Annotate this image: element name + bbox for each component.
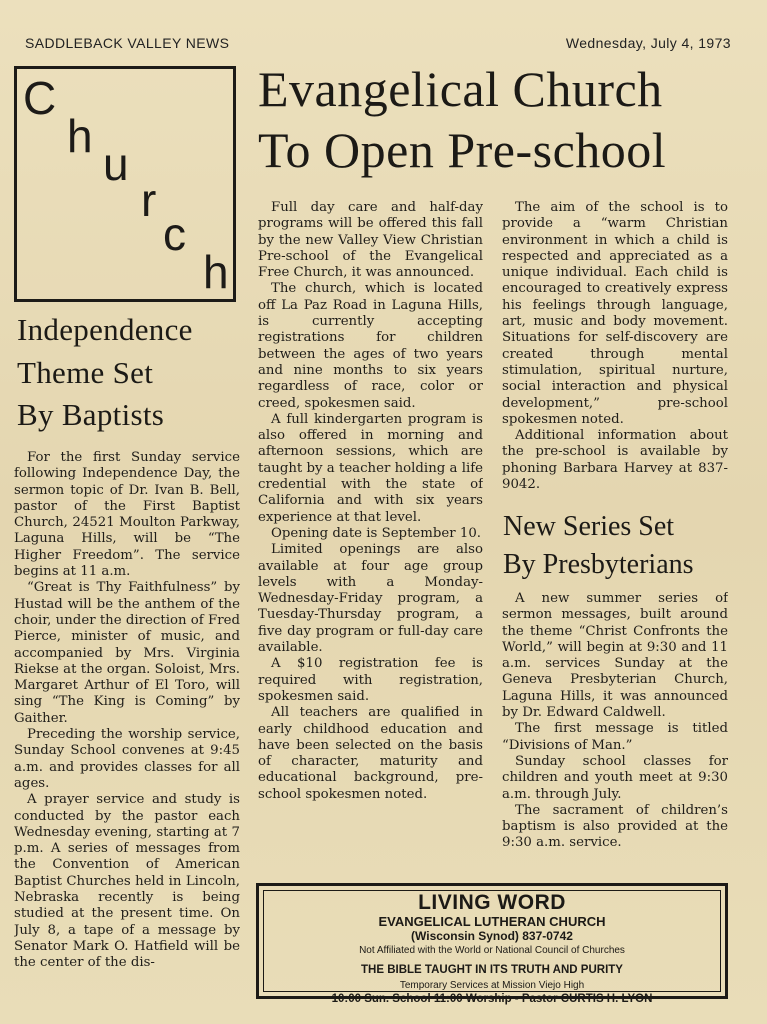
ad-slogan: THE BIBLE TAUGHT IN ITS TRUTH AND PURITY (361, 964, 623, 976)
article-paragraph: Additional information about the pre-school is available by phoning Barbara Harvey at 837-9042. (502, 428, 728, 493)
newspaper-name: SADDLEBACK VALLEY NEWS (25, 35, 230, 51)
church-logo-letter: c (163, 208, 186, 260)
article-paragraph: Preceding the worship service, Sunday School convenes at 9:45 a.m. and provides classes for all ages. (14, 727, 240, 791)
ad-schedule: 10:00 Sun. School 11:00 Worship - Pastor CURTIS H. LYON (331, 993, 653, 1005)
ad-location: Temporary Services at Mission Viejo High (399, 980, 585, 991)
ad-synod-phone: (Wisconsin Synod) 837-0742 (411, 929, 573, 943)
article-paragraph: Sunday school classes for children and youth meet at 9:30 a.m. through July. (502, 753, 728, 802)
church-logo-letter: h (67, 110, 93, 162)
article-paragraph: Full day care and half-day programs will be offered this fall by the new Valley View Christian Pre-school of the Evangelical Free Church, it was announced. (258, 200, 483, 281)
baptist-headline-line-2: Theme Set (17, 355, 154, 390)
main-headline-line-2: To Open Pre-school (258, 122, 667, 178)
church-logo-letter: C (23, 72, 57, 124)
presbyterian-headline-line-1: New Series Set (503, 511, 675, 542)
presbyterian-headline-line-2: By Presbyterians (503, 549, 694, 580)
article-paragraph: The church, which is located off La Paz Road in Laguna Hills, is currently accepting registrations for children between the ages of two years and nine months to six years regardless of race, color or creed, spokesmen said. (258, 281, 483, 411)
article-paragraph: A prayer service and study is conducted by the pastor each Wednesday evening, starting at 7 p.m. A series of messages from the Convention of American Baptist Churches held in Lincoln, Nebraska recently is being studied at the present time. On July 8, a tape of a message by Senator Mark O. Hatfield will be the center of the dis- (14, 792, 240, 971)
ad-affiliation: Not Affiliated with the World or National Council of Churches (359, 945, 625, 956)
presbyterian-article-body (502, 591, 728, 871)
preschool-article-column-1 (258, 200, 483, 868)
church-logo-letter: h (203, 246, 229, 298)
main-headline-line-1: Evangelical Church (258, 61, 663, 117)
church-logo-letter: r (141, 174, 157, 226)
article-paragraph: A full kindergarten program is also offered in morning and afternoon sessions, which are taught by a teacher holding a life credential with the state of California and with six years experience at that level. (258, 411, 483, 525)
baptist-article-body (14, 450, 240, 1024)
ad-church-name: EVANGELICAL LUTHERAN CHURCH (378, 914, 606, 929)
article-paragraph: The sacrament of children’s baptism is also provided at the 9:30 a.m. service. (502, 802, 728, 851)
baptist-headline-line-1: Independence (17, 312, 193, 347)
article-paragraph: Opening date is September 10. (271, 525, 482, 541)
living-word-advertisement (256, 883, 728, 1005)
article-paragraph: The first message is titled “Divisions of Man.” (502, 721, 728, 753)
article-paragraph: A new summer series of sermon messages, built around the theme “Christ Confronts the World,” will begin at 9:30 and 11 a.m. services Sunday at the Geneva Presbyterian Church, Laguna Hills, it was announced by Dr. Edward Caldwell. (502, 591, 728, 721)
article-paragraph: For the first Sunday service following Independence Day, the sermon topic of Dr. Ivan B. Bell, pastor of the First Baptist Church, 24521 Moulton Parkway, Laguna Hills, will be “The Higher Freedom”. The service begins at 11 a.m. (14, 450, 240, 580)
article-paragraph: All teachers are qualified in early childhood education and have been selected on the basis of character, maturity and educational background, pre-school spokesmen noted. (258, 705, 483, 802)
church-logo-letter: u (103, 138, 129, 190)
baptist-headline-line-3: By Baptists (17, 397, 165, 432)
preschool-article-column-2 (502, 200, 728, 510)
church-logo-box (14, 66, 236, 302)
advertisement-inner-border (263, 890, 721, 1005)
issue-date: Wednesday, July 4, 1973 (565, 35, 731, 51)
article-paragraph: Limited openings are also available at four age group levels with a Monday-Wednesday-Friday program, a Tuesday-Thursday program, a five day program or full-day care available. (258, 542, 483, 656)
article-paragraph: “Great is Thy Faithfulness” by Hustad will be the anthem of the choir, under the direction of Fred Pierce, minister of music, and accompanied by Mrs. Virginia Riekse at the organ. Soloist, Mrs. Margaret Arthur of El Toro, will sing “The King is Coming” by Gaither. (14, 580, 240, 726)
ad-title: LIVING WORD (418, 891, 566, 914)
article-paragraph: The aim of the school is to provide a “warm Christian environment in which a child is respected and appreciated as a unique individual. Each child is encouraged to creatively express his feelings through language, art, music and body movement. Situations for self-discovery are created through mental stimulation, spiritual nurture, social interaction and physical development,” pre-school spokesmen noted. (502, 200, 728, 427)
article-paragraph: A $10 registration fee is required with registration, spokesmen said. (258, 656, 483, 704)
